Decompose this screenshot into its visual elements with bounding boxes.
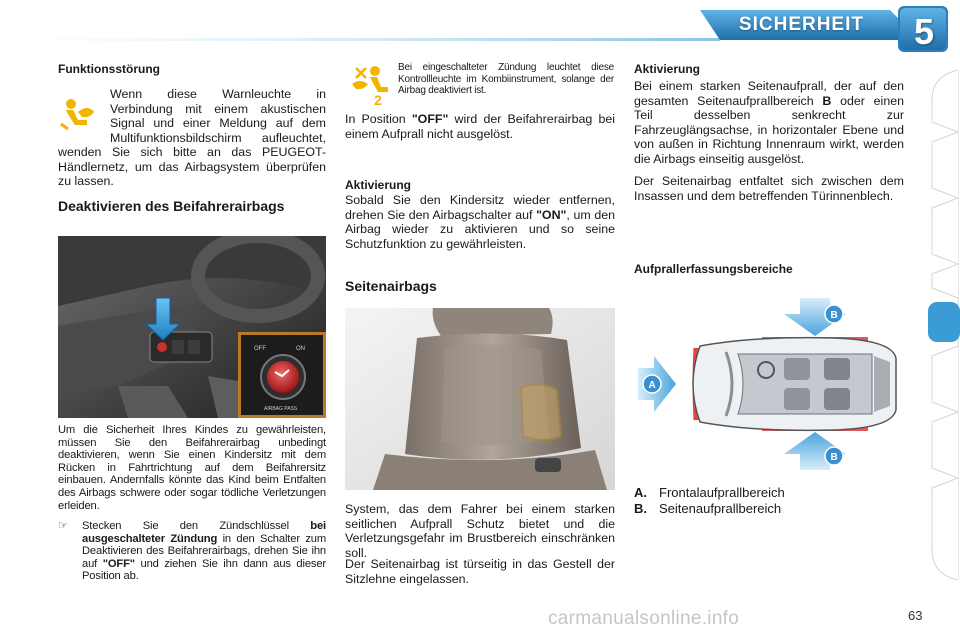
chapter-tab-strip [928, 70, 960, 580]
fault-description: Wenn diese Warnleuchte in Verbindung mit einem akustischen Signal und einer Meldung auf dem Multifunktionsbildschirm aufleuchtet, wenden Sie sich bitte an das PEUGEOT-Händlernetz, um das Airbagsystem überprüfen zu lassen. [58, 87, 326, 188]
legend-item-b: B. Seitenaufprallbereich [634, 501, 782, 516]
page-number: 63 [908, 608, 923, 623]
zone-b-bottom-label: B [830, 452, 838, 463]
active-chapter-tab [928, 302, 960, 342]
chapter-title: SICHERHEIT [738, 14, 864, 35]
chapter-number: 5 [913, 11, 935, 52]
child-safety-info: Um die Sicherheit Ihres Kindes zu gewährleisten, müssen Sie den Beifahrerairbag unbedingt deaktivieren, wenn Sie einen Kindersitz mit dem Rücken in Fahrtrichtung auf dem Beifahrersitz einbauen. Andernfalls könnte das Kind beim Entfalten des Airbags schwere oder sogar tödliche Verletzungen erleiden. [58, 424, 326, 512]
deactivated-lamp-note: Bei eingeschalteter Zündung leuchtet diese Kontrollleuchte im Kombiinstrument, solange der Airbag deaktiviert ist. [398, 62, 614, 96]
side-activation-title: Aktivierung [634, 62, 701, 76]
side-airbag-seat-illustration [345, 308, 615, 490]
side-airbag-description: System, das dem Fahrer bei einem starken seitlichen Aufprall Schutz bietet und die Verletzungsgefahr im Brustbereich einschränken soll. [345, 502, 615, 560]
side-airbags-title: Seitenairbags [345, 278, 437, 294]
off-position-text: In Position "OFF" wird der Beifahrerairbag bei einem Aufprall nicht ausgelöst. [345, 112, 615, 141]
side-airbag-location: Der Seitenairbag ist türseitig in das Gestell der Sitzlehne eingelassen. [345, 557, 615, 586]
side-deploy-text: Der Seitenairbag entfaltet sich zwischen dem Insassen und dem betreffenden Türinnenblech. [634, 174, 904, 203]
reactivation-title: Aktivierung [345, 178, 412, 192]
legend-item-a: A. Frontalaufprallbereich [634, 485, 785, 500]
impact-zones-legend [634, 485, 904, 517]
switch-on-label: ON [296, 346, 305, 352]
deactivate-passenger-airbag-title: Deaktivieren des Beifahrerairbags [58, 198, 285, 214]
side-airbag-highlight [521, 384, 561, 440]
switch-off-label: OFF [254, 346, 266, 352]
airbag-switch-photo [58, 236, 326, 418]
zone-b-top-label: B [830, 310, 838, 321]
impact-zones-title: Aufprallerfassungsbereiche [634, 262, 793, 276]
zone-a-label: A [648, 380, 656, 391]
hand-pointer-icon: ☞ [58, 520, 68, 532]
svg-text:2: 2 [374, 92, 382, 106]
impact-zones-diagram [634, 296, 906, 472]
reactivation-text: Sobald Sie den Kindersitz wieder entfernen, drehen Sie den Airbagschalter auf "ON", um den Airbag wieder zu aktivieren und so seine Schutzfunktion zu gewährleisten. [345, 193, 615, 251]
side-activation-text: Bei einem starken Seitenaufprall, der auf den gesamten Seitenaufprallbereich B oder einen Teil desselben senkrecht zur Fahrzeuglängsachse, in horizontaler Ebene und von außen in Richtung Innenraum wirkt, werden die Airbags einseitig ausgelöst. [634, 79, 904, 166]
watermark: carmanualsonline.info [548, 608, 740, 629]
fault-section-title: Funktionsstörung [58, 62, 160, 76]
switch-airbag-pass-label: AIRBAG PASS [264, 406, 298, 412]
airbag-deactivated-warning-icon [348, 62, 390, 106]
